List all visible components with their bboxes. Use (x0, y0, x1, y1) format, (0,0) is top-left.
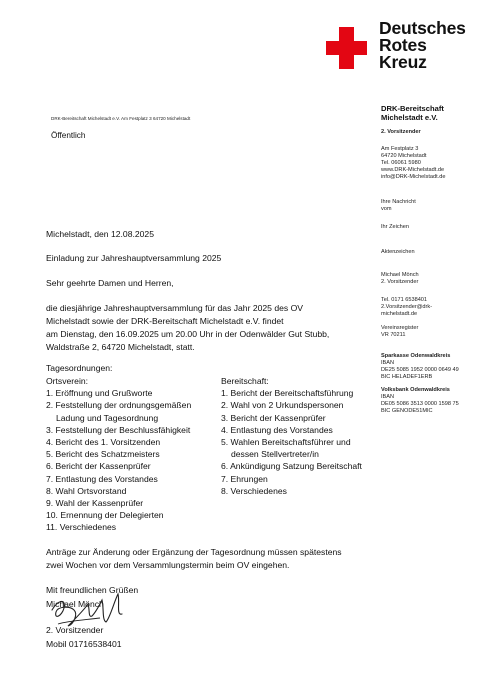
list-item: 1. Eröffnung und Grußworte (46, 388, 153, 399)
list-item: 7. Entlastung des Vorstandes (46, 473, 158, 484)
your-message-label: Ihre Nachricht (381, 199, 416, 205)
sidebar-org (381, 104, 444, 122)
list-item: 8. Verschiedenes (221, 485, 287, 496)
sidebar-bank-1 (381, 353, 459, 381)
iban-label: IBAN (381, 394, 395, 400)
sidebar-contact (381, 272, 419, 286)
sidebar-org-line2: Michelstadt e.V. (381, 113, 438, 122)
bic-value: BIC HELADEF1ERB (381, 374, 433, 380)
contact-email: 2.Vorsitzender@drk- (381, 304, 433, 310)
address-line: info@DRK-Michelstadt.de (381, 174, 446, 180)
body-line: Waldstraße 2, 64720 Michelstadt, statt. (46, 342, 195, 352)
agenda-column-title: Ortsverein: (46, 376, 89, 386)
brand-line-2: Rotes (379, 35, 427, 55)
closing-note (46, 546, 342, 572)
list-item: 6. Ankündigung Satzung Bereitschaft (221, 461, 362, 472)
sidebar-org-line1: DRK-Bereitschaft (381, 104, 444, 113)
register-number: VR 70211 (381, 332, 406, 338)
list-item: 11. Verschiedenes (46, 522, 117, 533)
body-line: am Dienstag, den 16.09.2025 um 20.00 Uhr in der Odenwälder Gut Stubb, (46, 329, 330, 339)
brand-name (379, 20, 466, 71)
bank-name: Volksbank Odenwaldkreis (381, 387, 450, 393)
signer-mobile: Mobil 01716538401 (46, 638, 122, 649)
sender-line: DRK-Bereitschaft Michelstadt e.V. Am Festplatz 3 64720 Michelstadt (51, 116, 191, 121)
body-line: Michelstadt sowie der DRK-Bereitschaft Michelstadt e.V. findet (46, 316, 284, 326)
iban-value: DE05 5086 3513 0000 1598 75 (381, 401, 459, 407)
list-item: 4. Entlastung des Vorstandes (221, 424, 333, 435)
agenda-title: Tagesordnungen: (46, 363, 113, 373)
contact-name: Michael Mönch (381, 272, 419, 278)
iban-label: IBAN (381, 360, 395, 366)
list-item: 9. Wahl der Kassenprüfer (46, 498, 144, 509)
body-line: die diesjährige Jahreshauptversammlung für das Jahr 2025 des OV (46, 303, 304, 313)
agenda-ortsverein (46, 375, 191, 534)
letter-salutation: Sehr geehrte Damen und Herren, (46, 278, 174, 288)
register-label: Vereinsregister (381, 325, 419, 331)
list-item: 5. Wahlen Bereitschaftsführer und (221, 437, 351, 448)
handwritten-signature-icon (44, 580, 134, 632)
list-item: 2. Feststellung der ordnungsgemäßen (46, 400, 192, 411)
agenda-column-title: Bereitschaft: (221, 376, 269, 386)
closing-line: Anträge zur Änderung oder Ergänzung der Tagesordnung müssen spätestens (46, 547, 342, 557)
agenda-bereitschaft (221, 375, 362, 497)
list-item: 1. Bericht der Bereitschaftsführung (221, 388, 354, 399)
list-item: 3. Feststellung der Beschlussfähigkeit (46, 424, 191, 435)
red-cross-logo-icon (326, 27, 367, 69)
contact-email-cont: michelstadt.de (381, 311, 418, 317)
list-item: 10. Ernennung der Delegierten (46, 510, 164, 521)
iban-value: DE25 5085 1952 0000 0649 49 (381, 367, 459, 373)
your-message-sub: vom (381, 206, 392, 212)
sidebar-register (381, 325, 418, 339)
sidebar-bank-2 (381, 387, 459, 415)
sidebar-your-message (381, 199, 416, 213)
brand-line-1: Deutsches (379, 18, 466, 38)
sidebar-file-ref: Aktenzeichen (381, 249, 415, 255)
sidebar-role: 2. Vorsitzender (381, 129, 421, 135)
list-item: dessen Stellvertreter/in (231, 449, 319, 460)
recipient: Öffentlich (51, 131, 86, 140)
list-item: Ladung und Tagesordnung (56, 412, 159, 423)
list-item: 6. Bericht der Kassenprüfer (46, 461, 151, 472)
brand-line-3: Kreuz (379, 52, 427, 72)
letter-subject: Einladung zur Jahreshauptversammlung 2025 (46, 253, 222, 263)
bank-name: Sparkasse Odenwaldkreis (381, 353, 451, 359)
signer-name: Michael Mönch (46, 598, 104, 609)
address-line: www.DRK-Michelstadt.de (381, 167, 445, 173)
sidebar-your-sign: Ihr Zeichen (381, 224, 409, 230)
address-line: Am Festplatz 3 (381, 146, 419, 152)
closing-line: zwei Wochen vor dem Versammlungstermin beim OV eingehen. (46, 560, 290, 570)
signer-role: 2. Vorsitzender (46, 625, 104, 635)
list-item: 7. Ehrungen (221, 473, 268, 484)
list-item: 2. Wahl von 2 Urkundspersonen (221, 400, 344, 411)
contact-tel: Tel. 0171 6538401 (381, 297, 428, 303)
list-item: 4. Bericht des 1. Vorsitzenden (46, 437, 161, 448)
sidebar-contact-tel (381, 297, 432, 318)
address-line: Tel. 06061 5980 (381, 160, 421, 166)
address-line: 64720 Michelstadt (381, 153, 427, 159)
greeting: Mit freundlichen Grüßen (46, 585, 139, 595)
list-item: 8. Wahl Ortsvorstand (46, 485, 127, 496)
contact-role: 2. Vorsitzender (381, 279, 419, 285)
list-item: 5. Bericht des Schatzmeisters (46, 449, 160, 460)
letter-body (46, 302, 329, 354)
letter-date: Michelstadt, den 12.08.2025 (46, 229, 154, 239)
list-item: 3. Bericht der Kassenprüfer (221, 412, 326, 423)
sidebar-address (381, 146, 445, 181)
bic-value: BIC GENODE51MIC (381, 408, 433, 414)
